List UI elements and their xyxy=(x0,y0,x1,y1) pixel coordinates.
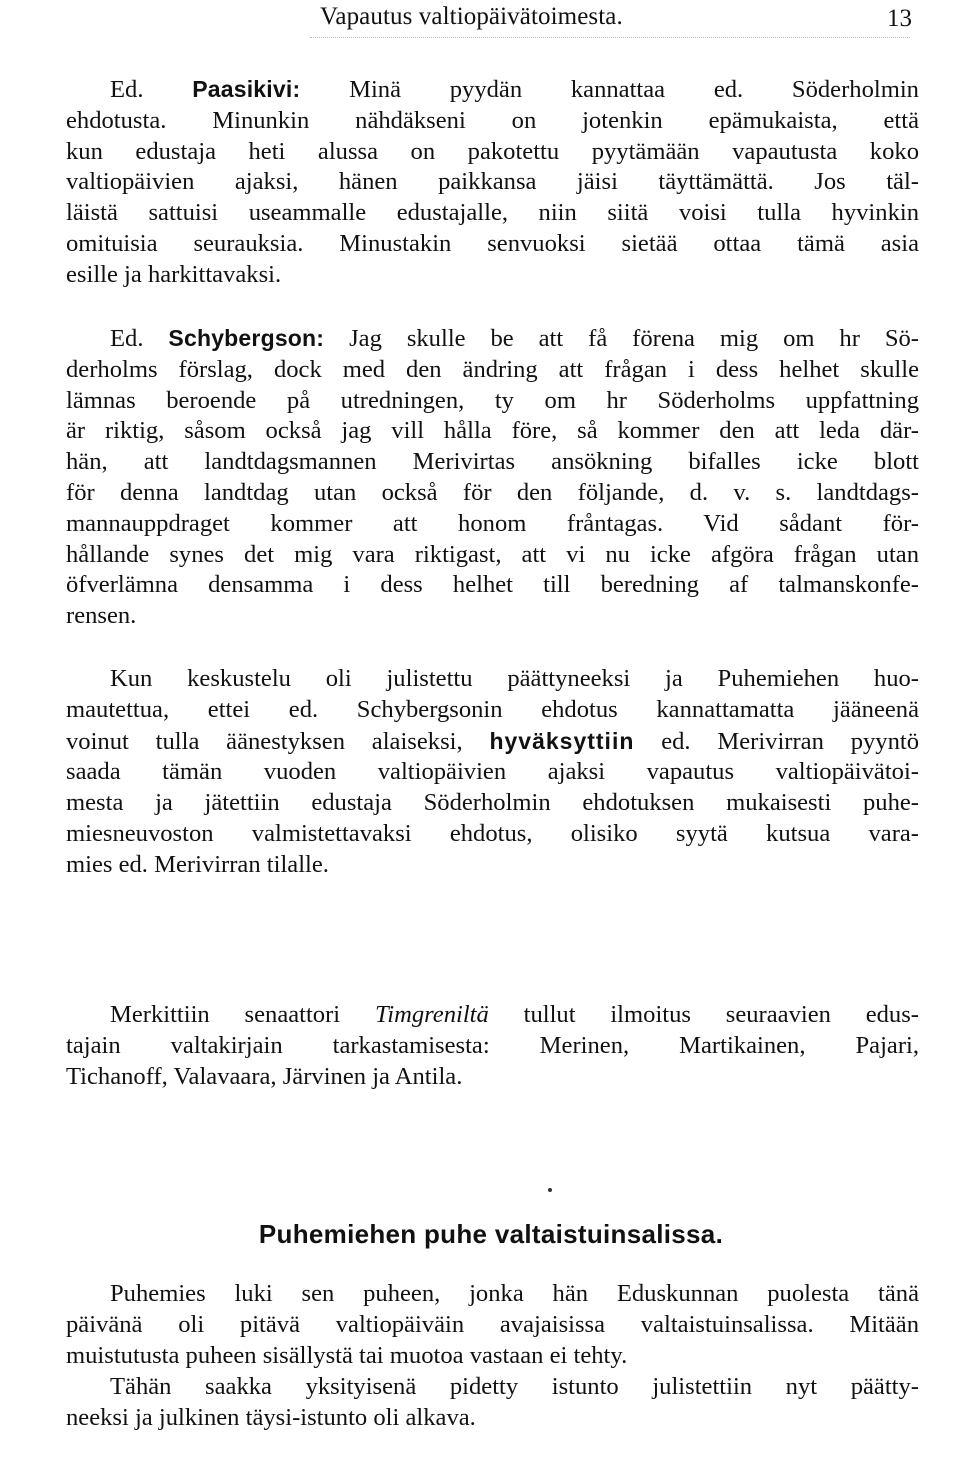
speaker-name: Schybergson: xyxy=(168,325,325,351)
paragraph-schybergson xyxy=(66,323,919,632)
text-line: Tichanoff, Valavaara, Järvinen ja Antila. xyxy=(66,1062,463,1090)
text-line: tajain valtakirjain tarkastamisesta: Merinen, Martikainen, Pajari, xyxy=(66,1031,919,1059)
page-number: 13 xyxy=(887,5,912,32)
text-line: valtiopäivien ajaksi, hänen paikkansa jäisi täyttämättä. Jos täl- xyxy=(66,168,919,196)
text-line: öfverlämna densamma i dess helhet till beredning af talmanskonfe- xyxy=(66,571,919,599)
paragraph-paasikivi xyxy=(66,74,919,291)
text-line xyxy=(66,1000,919,1031)
text-line: ehdotusta. Minunkin nähdäkseni on jotenkin epämukaista, että xyxy=(66,106,919,134)
text-line: hållande synes det mig vara riktigast, att vi nu icke afgöra frågan utan xyxy=(66,540,919,568)
paragraph-closing xyxy=(66,1372,919,1434)
speaker-name: Paasikivi: xyxy=(192,76,301,102)
text-line: muistutusta puheen sisällystä tai muotoa vastaan ei tehty. xyxy=(66,1341,628,1369)
line-text: Merkittiin senaattori xyxy=(110,1001,341,1028)
running-title: Vapautus valtiopäivätoimesta. xyxy=(320,3,623,30)
text-line: Tähän saakka yksityisenä pidetty istunto julistettiin nyt päätty- xyxy=(110,1373,919,1400)
text-line: kun edustaja heti alussa on pakotettu pyytämään vapautusta koko xyxy=(66,137,919,165)
line-text: tullut ilmoitus seuraavien edus- xyxy=(523,1001,919,1028)
emphasized-word: hyväksyttiin xyxy=(489,727,635,754)
text-line: miesneuvoston valmistettavaksi ehdotus, olisiko syytä kutsua vara- xyxy=(66,819,919,847)
paragraph-credentials xyxy=(66,1000,919,1092)
text-line: esille ja harkittavaksi. xyxy=(66,260,282,288)
section-heading: Puhemiehen puhe valtaistuinsalissa. xyxy=(258,1219,724,1249)
speaker-prefix: Ed. xyxy=(110,76,144,103)
text-line: lämnas beroende på utredningen, ty om hr Söderholms uppfattning xyxy=(66,386,919,414)
paragraph-speech xyxy=(66,1279,919,1371)
line-text: Jag skulle be att få förena mig om hr Sö- xyxy=(349,325,919,352)
text-line: neeksi ja julkinen täysi-istunto oli alkava. xyxy=(66,1403,476,1431)
speaker-prefix: Ed. xyxy=(110,325,144,352)
text-line: päivänä oli pitävä valtiopäiväin avajaisissa valtaistuinsalissa. Mitään xyxy=(66,1310,919,1338)
text-line xyxy=(66,726,919,758)
text-line xyxy=(66,74,919,106)
text-line: mesta ja jätettiin edustaja Söderholmin ehdotuksen mukaisesti puhe- xyxy=(66,789,919,817)
text-line: läistä sattuisi useammalle edustajalle, niin siitä voisi tulla hyvinkin xyxy=(66,199,919,227)
text-line: Puhemies luki sen puheen, jonka hän Eduskunnan puolesta tänä xyxy=(110,1280,919,1307)
header-rule xyxy=(310,37,910,38)
line-text: Minä pyydän kannattaa ed. Söderholmin xyxy=(349,76,919,103)
text-line: rensen. xyxy=(66,602,137,630)
text-line: mautettua, ettei ed. Schybergsonin ehdotus kannattamatta jääneenä xyxy=(66,695,919,723)
line-text: ed. Merivirran pyyntö xyxy=(661,727,920,755)
stray-dot xyxy=(548,1188,552,1192)
text-line: hän, att landtdagsmannen Merivirtas ansökning bifalles icke blott xyxy=(66,448,919,476)
line-text: voinut tulla äänestyksen alaiseksi, xyxy=(66,727,463,755)
text-line: saada tämän vuoden valtiopäivien ajaksi vapautus valtiopäivätoi- xyxy=(66,758,919,786)
text-line: omituisia seurauksia. Minustakin senvuoksi sietää ottaa tämä asia xyxy=(66,229,919,257)
paragraph-decision xyxy=(66,664,919,881)
page-header xyxy=(320,2,920,36)
text-line: Kun keskustelu oli julistettu päättyneeksi ja Puhemiehen huo- xyxy=(110,665,919,692)
text-line: mannauppdraget kommer att honom fråntagas. Vid sådant för- xyxy=(66,509,919,537)
text-line: derholms förslag, dock med den ändring att frågan i dess helhet skulle xyxy=(66,355,919,383)
text-line: mies ed. Merivirran tilalle. xyxy=(66,850,329,878)
text-line xyxy=(66,323,919,355)
italic-name: Timgreniltä xyxy=(374,1001,489,1028)
text-line: för denna landtdag utan också för den följande, d. v. s. landtdags- xyxy=(66,478,919,506)
text-line: är riktig, såsom också jag vill hålla före, så kommer den att leda där- xyxy=(66,417,919,445)
